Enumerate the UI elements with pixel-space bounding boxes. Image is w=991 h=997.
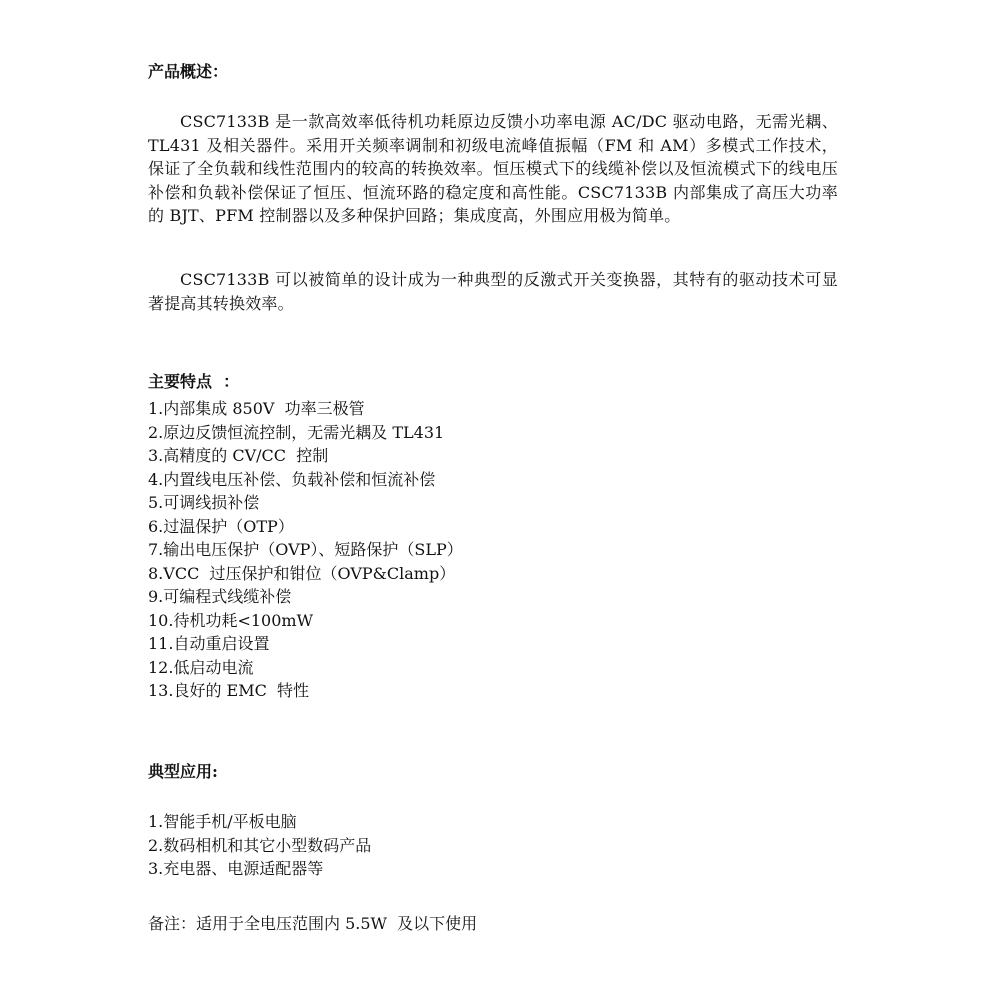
overview-paragraph-2: CSC7133B 可以被简单的设计成为一种典型的反激式开关变换器，其特有的驱动技术可显著提高其转换效率。 [148, 270, 838, 313]
overview-heading: 产品概述： [148, 62, 229, 81]
application-item: 1.智能手机/平板电脑 [148, 812, 297, 831]
feature-item: 8.VCC 过压保护和钳位（OVP&Clamp） [148, 563, 456, 583]
overview-paragraph-1: CSC7133B 是一款高效率低待机功耗原边反馈小功率电源 AC/DC 驱动电路，无需光耦、TL431 及相关器件。采用开关频率调制和初级电流峰值振幅（FM 和 AM）多模式工作技术，保证了全负载和线性范围内的较高的转换效率。恒压模式下的线缆补偿以及恒流模式下的线电压补偿和负载补偿保证了恒压、恒流环路的稳定度和高性能。CSC7133B 内部集成了高压大功率的 BJT、PFM 控制器以及多种保护回路；集成度高，外围应用极为简单。 [148, 112, 838, 225]
feature-item: 10.待机功耗<100mW [148, 610, 314, 630]
applications-heading: 典型应用: [148, 762, 218, 781]
feature-item: 13.良好的 EMC 特性 [148, 681, 310, 700]
application-item: 2.数码相机和其它小型数码产品 [148, 835, 372, 855]
feature-item: 11.自动重启设置 [148, 634, 270, 653]
feature-item: 9.可编程式线缆补偿 [148, 587, 292, 606]
usage-note: 备注：适用于全电压范围内 5.5W 及以下使用 [148, 914, 478, 933]
features-heading: 主要特点 ： [148, 372, 240, 391]
application-item: 3.充电器、电源适配器等 [148, 859, 324, 878]
feature-item: 12.低启动电流 [148, 657, 254, 677]
feature-item: 7.输出电压保护（OVP）、短路保护（SLP） [148, 540, 463, 559]
applications-list [148, 810, 371, 881]
feature-item: 6.过温保护（OTP） [148, 516, 294, 536]
features-list [148, 397, 463, 703]
feature-item: 5.可调线损补偿 [148, 493, 260, 512]
feature-item: 4.内置线电压补偿、负载补偿和恒流补偿 [148, 469, 436, 489]
feature-item: 3.高精度的 CV/CC 控制 [148, 446, 329, 465]
feature-item: 1.内部集成 850V 功率三极管 [148, 399, 365, 418]
feature-item: 2.原边反馈恒流控制，无需光耦及 TL431 [148, 422, 445, 442]
